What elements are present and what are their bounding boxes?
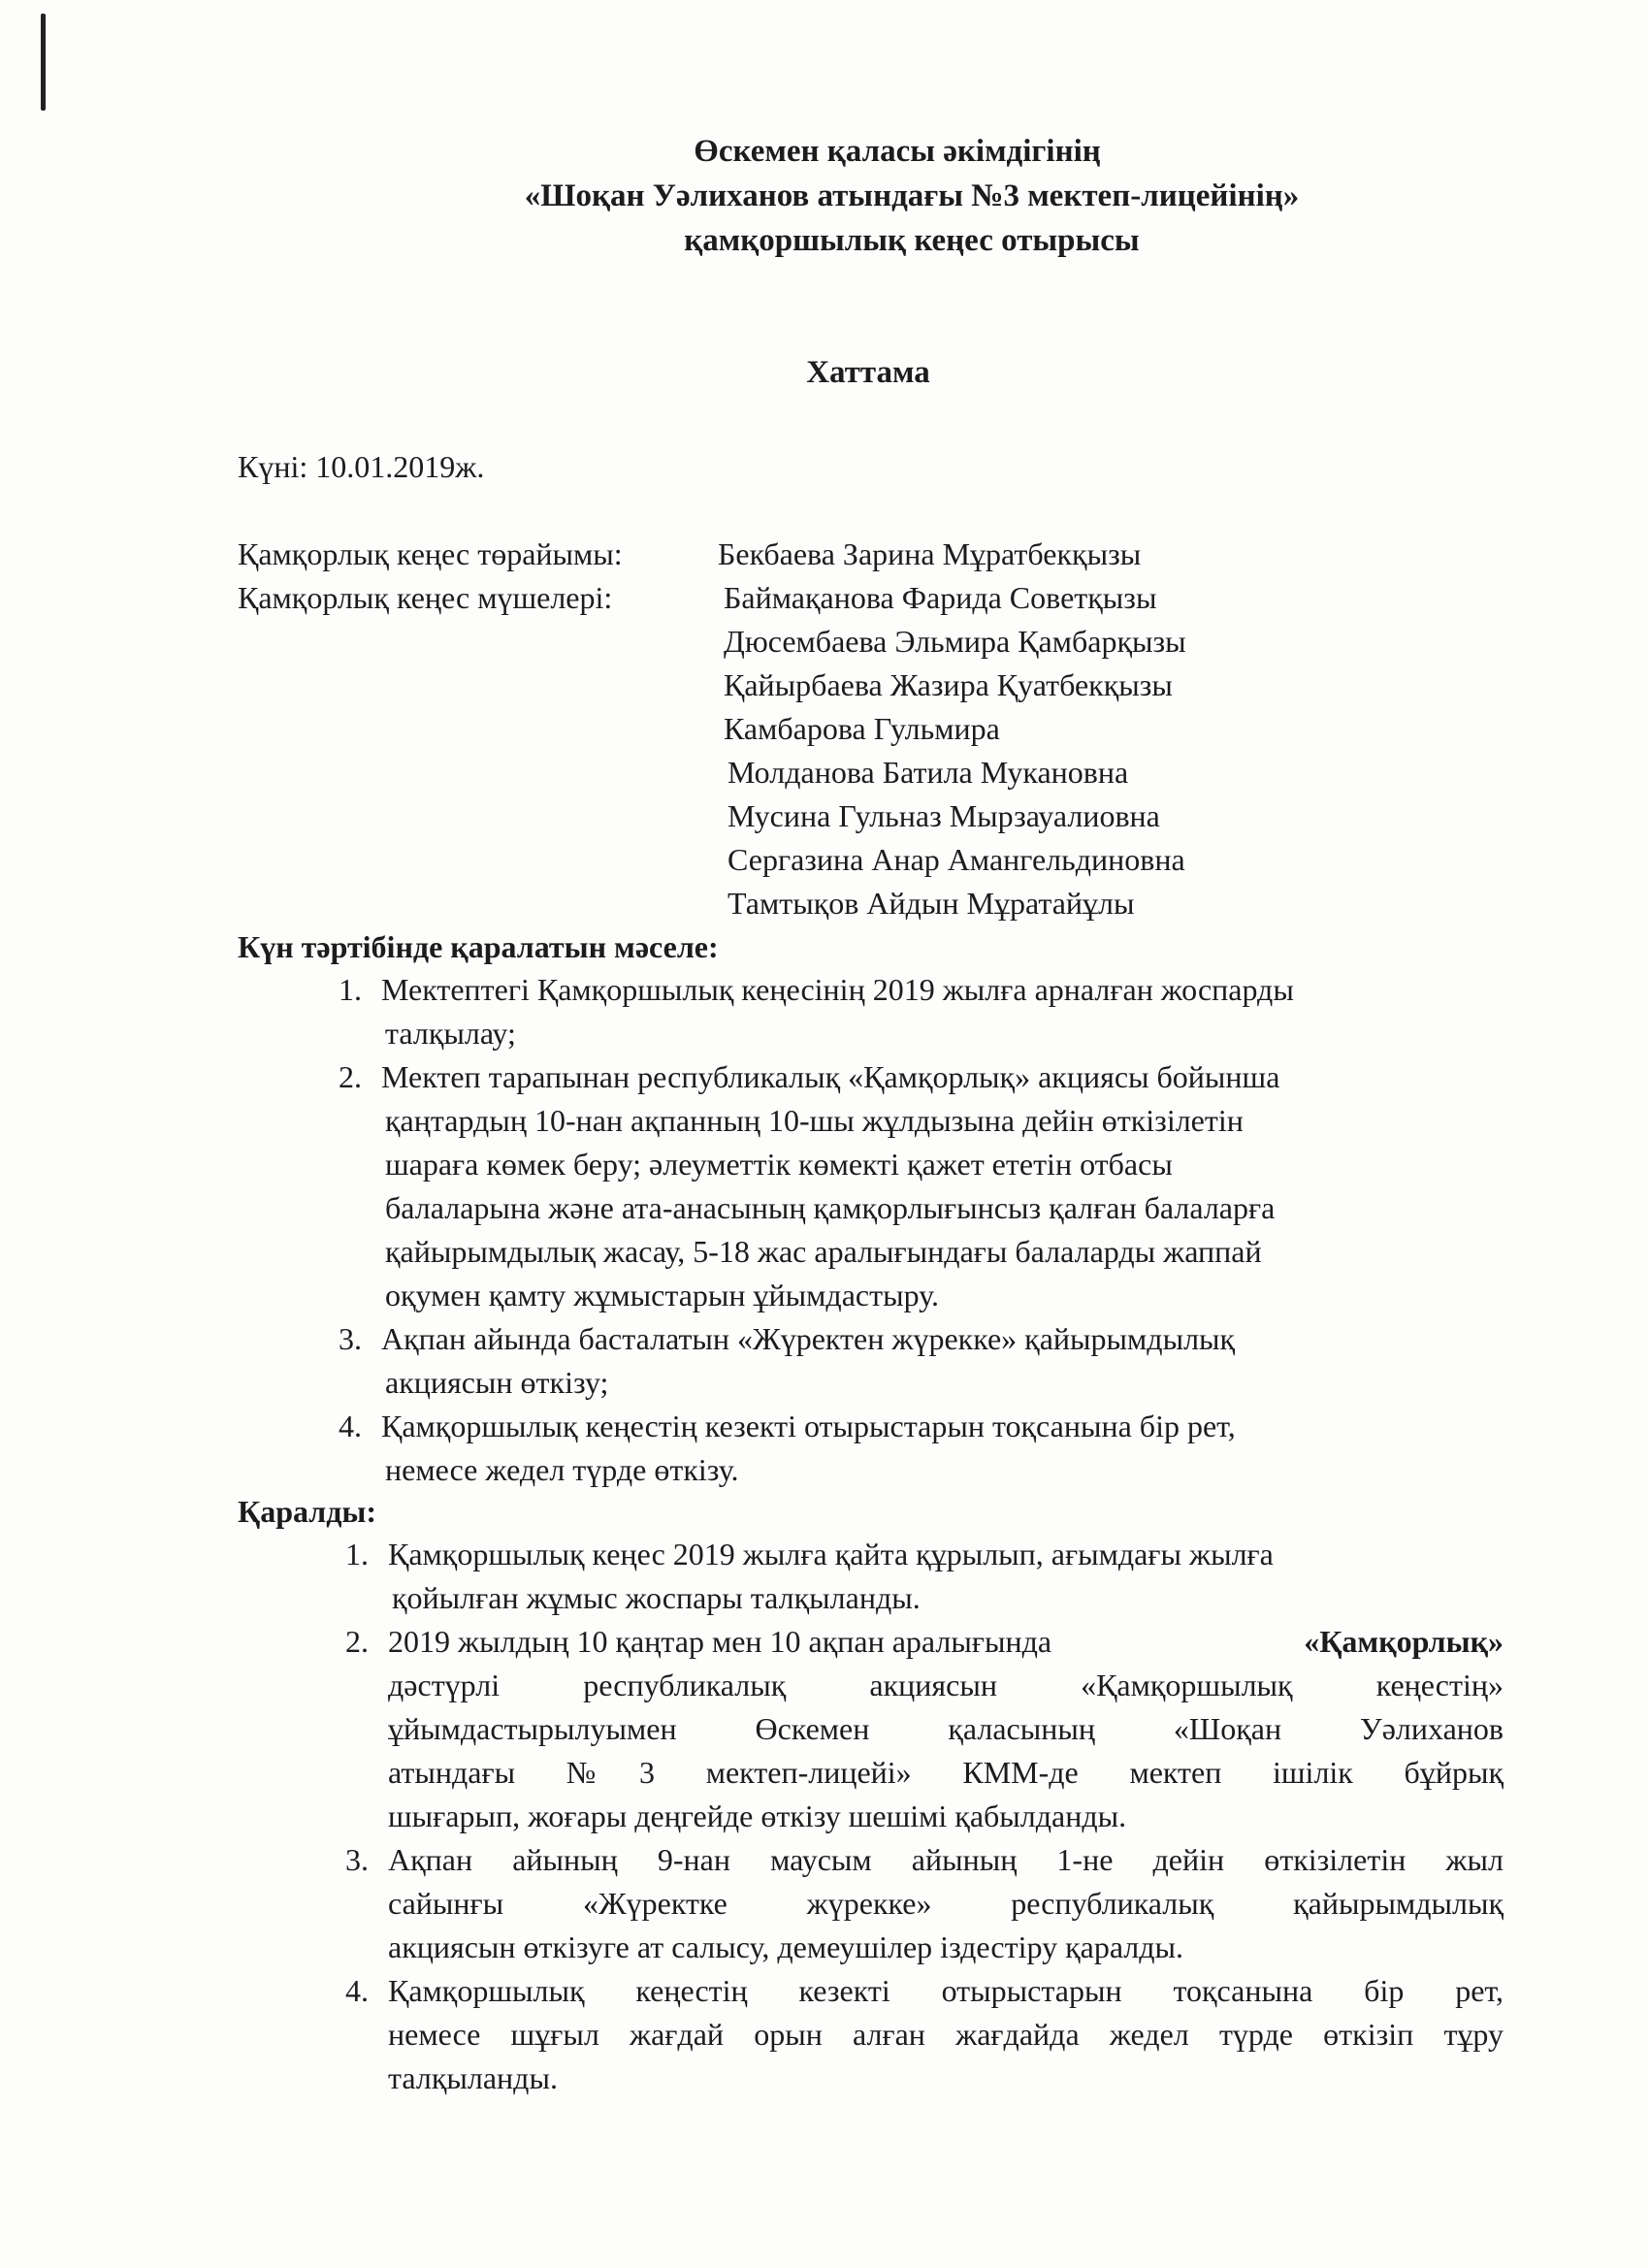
agenda-item [339, 968, 1497, 1055]
reviewed-item [345, 1969, 1504, 2100]
item-number: 2. [339, 1059, 362, 1094]
item-line: Ақпан айында басталатын «Жүректен жүрекке» қайырымдылық [381, 1321, 1236, 1356]
item-line: қайырымдылық жасау, 5-18 жас аралығындағы балаларды жаппай [385, 1234, 1262, 1269]
item-line: Қамқоршылық кеңестің кезекті отырыстарын тоқсанына бір рет, [381, 1409, 1236, 1443]
item-line: Қамқоршылық кеңес 2019 жылға қайта құрылып, ағымдағы жылға [388, 1537, 1274, 1571]
agenda-item [339, 1055, 1497, 1317]
item-line: акциясын өткізуге ат салысу, демеушілер іздестіру қаралды. [388, 1929, 1184, 1964]
council-member: Камбарова Гульмира [724, 711, 1000, 746]
agenda-heading: Күн тәртібінде қаралатын мәселе: [238, 929, 719, 964]
document-title: Хаттама [806, 355, 930, 390]
council-member: Молданова Батила Мукановна [728, 755, 1129, 790]
reviewed-item [345, 1533, 1504, 1620]
members-label: Қамқорлық кеңес мүшелері: [238, 580, 613, 615]
item-line: Ақпан айының 9-нан маусым айының 1-не дейін өткізілетін жыл [388, 1842, 1504, 1877]
item-number: 1. [345, 1537, 369, 1571]
item-number: 3. [345, 1842, 369, 1877]
chair-label: Қамқорлық кеңес төрайымы: [238, 536, 623, 571]
item-line: сайынғы «Жүректке жүрекке» республикалық қайырымдылық [388, 1886, 1504, 1921]
reviewed-item [345, 1838, 1504, 1969]
header-line: қамқоршылық кеңес отырысы [684, 223, 1140, 258]
chair-name: Бекбаева Зарина Мұратбекқызы [718, 536, 1142, 571]
item-number: 3. [339, 1321, 362, 1356]
item-line: атындағы №3 мектеп-лицейі» КММ-де мектеп ішілік бұйрық [388, 1755, 1504, 1790]
item-line: шығарып, жоғары деңгейде өткізу шешімі қабылданды. [388, 1798, 1127, 1833]
item-line: қаңтардың 10-нан ақпанның 10-шы жұлдызына дейін өткізілетін [385, 1103, 1244, 1138]
item-line: ұйымдастырылуымен Өскемен қаласының «Шоқан Уәлиханов [388, 1711, 1504, 1746]
scan-margin-mark [41, 14, 46, 111]
item-line [388, 1620, 1504, 1664]
council-member: Мусина Гульназ Мырзауалиовна [728, 798, 1160, 833]
header-line: «Шоқан Уәлиханов атындағы №3 мектеп-лицейінің» [524, 178, 1300, 213]
council-member: Қайырбаева Жазира Қуатбекқызы [724, 667, 1173, 702]
item-line: Қамқоршылық кеңестің кезекті отырыстарын тоқсанына бір рет, [388, 1973, 1504, 2008]
council-member: Дюсембаева Эльмира Қамбарқызы [724, 624, 1186, 659]
header-line: Өскемен қаласы әкімдігінің [694, 134, 1101, 169]
council-member: Баймақанова Фарида Советқызы [724, 580, 1157, 615]
item-line: қойылған жұмыс жоспары талқыланды. [392, 1580, 921, 1615]
item-line: шараға көмек беру; әлеуметтік көмекті қажет ететін отбасы [385, 1147, 1173, 1182]
agenda-item [339, 1405, 1497, 1492]
item-line: немесе жедел түрде өткізу. [385, 1452, 739, 1487]
meeting-date: Күні: 10.01.2019ж. [238, 449, 485, 484]
item-line: Мектеп тарапынан республикалық «Қамқорлық» акциясы бойынша [381, 1059, 1280, 1094]
item-line: дәстүрлі республикалық акциясын «Қамқоршылық кеңестің» [388, 1668, 1504, 1702]
item-line: балаларына және ата-анасының қамқорлығынсыз қалған балаларға [385, 1190, 1276, 1225]
campaign-name: «Қамқорлық» [1304, 1624, 1504, 1659]
item-line: немесе шұғыл жағдай орын алған жағдайда жедел түрде өткізіп тұру [388, 2017, 1504, 2052]
item-line-text: 2019 жылдың 10 қаңтар мен 10 ақпан аралығында [388, 1624, 1052, 1659]
item-line: оқумен қамту жұмыстарын ұйымдастыру. [385, 1278, 939, 1312]
council-member: Сергазина Анар Амангельдиновна [728, 842, 1185, 877]
item-line: талқыланды. [388, 2060, 558, 2095]
item-number: 2. [345, 1624, 369, 1659]
item-line: акциясын өткізу; [385, 1365, 609, 1400]
reviewed-heading: Қаралды: [238, 1494, 377, 1529]
item-line: талқылау; [385, 1016, 516, 1051]
document-header [0, 129, 1649, 263]
council-member: Тамтықов Айдын Мұратайұлы [728, 886, 1135, 921]
reviewed-item [345, 1620, 1504, 1838]
item-number: 4. [345, 1973, 369, 2008]
item-number: 4. [339, 1409, 362, 1443]
item-number: 1. [339, 972, 362, 1007]
item-line: Мектептегі Қамқоршылық кеңесінің 2019 жылға арналған жоспарды [381, 972, 1294, 1007]
agenda-item [339, 1317, 1497, 1405]
